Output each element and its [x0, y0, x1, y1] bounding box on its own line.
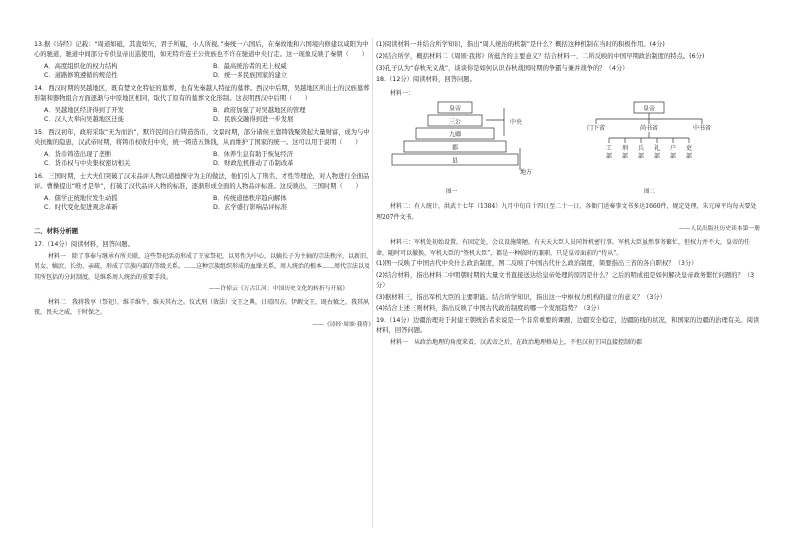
question-17-sub-3: (3)孔子认为“春秋无义战”，谈谈你是如何认识春秋战国时期的争霸与兼并战争的？（4分）	[376, 64, 629, 72]
fig2-ministry-6-suffix: 部	[685, 153, 693, 161]
fig2-ministry-4: 礼	[653, 145, 661, 153]
fig2-ministry-2: 刑	[621, 145, 629, 153]
question-17-material-1-source: ——许倬云《万古江河：中国历史文化的转折与开展》	[208, 286, 348, 292]
left-column	[34, 40, 374, 334]
question-13	[34, 40, 374, 81]
fig1-label-row5: 县	[451, 157, 459, 165]
question-18-material-2-source: ——人民出版社历史读本第一册	[678, 226, 760, 233]
question-19-stem: 19.（14分）边疆治理对于封建王朝统治者来说是一个非常重要的课题，边疆安全稳定，边疆防线的状况，和国家的边疆的治理有关。阅读材料，回答问题。	[376, 317, 760, 334]
question-18-sub-3: (3)据材料三，指出军机大臣的主要职能。结合所学知识，指出这一中枢权力机构的建立的意义？（3分）	[376, 293, 666, 301]
fig2-ministry-2-suffix: 部	[621, 153, 629, 161]
question-15-option-c: C．货币权与中央集权密切相关	[44, 160, 131, 168]
question-16-option-c: C．时代变化促进观念革新	[44, 204, 118, 212]
question-17-material-2: 材料二 我将我享（祭祀），维羊维牛，维天其右之。仪式刑（效法）文王之典，日靖四方。伊嘏文王，既右飨之。我其夙夜，畏天之威，于时保之。	[34, 298, 370, 317]
question-16-options	[34, 194, 374, 214]
fig1-label-central: 中央	[509, 119, 523, 127]
question-14-option-b: B．政府加强了对吴越地区的管理	[213, 106, 306, 114]
question-13-options	[34, 62, 374, 82]
right-column	[376, 40, 760, 348]
question-17-material-2-source: ——《诗经·周颂·我将》	[312, 321, 374, 328]
figure-2-caption: 图二	[644, 189, 656, 196]
fig2-label-dept-1: 门下省	[586, 125, 606, 133]
fig2-ministry-4-suffix: 部	[653, 153, 661, 161]
question-16	[34, 172, 374, 213]
question-15-option-a: A．货币铸造出现了垄断	[44, 150, 112, 158]
question-13-option-b: B．最高统治者的无上权威	[213, 62, 287, 70]
question-13-option-d: D．统一多民族国家的建立	[213, 72, 288, 80]
question-17-stem: 17.（14分）阅读材料，回答问题。	[34, 240, 134, 248]
fig2-ministry-3: 兵	[637, 145, 645, 153]
question-15-option-b: B．休养生息有助于恢复经济	[213, 150, 293, 158]
question-18-material-2: 材料二：有人统计，洪武十七年（1384）九月中旬自十四日至二十一日，各衙门送奏事文书多达1660件，规定处理，朱元璋平均每天要处理207件文书。	[376, 203, 757, 221]
fig1-label-row2: 三公	[448, 118, 462, 126]
question-18-material-3: 材料三：军机处初始设置，有固定处，会议设施简陋，有天天大臣人员同旨机密行事。军机大臣虽然事务繁忙，但权力并不大，皇帝的任命，随时可以撤换，军机大臣的“签机大臣”，都是一种临时的兼职。只是皇帝面前的“侍从”。	[376, 239, 751, 257]
fig1-label-emperor: 皇帝	[448, 105, 462, 113]
fig1-label-row3: 九卿	[448, 131, 462, 139]
question-18-material-1-label: 材料一：	[390, 90, 415, 97]
question-13-stem: 13.据《诗经》记载：“周道如砥，其直如矢，君子所履，小人所视。”秦统一六国后，在秦故地和六国境内修建以咸阳为中心的驰道，驰道中间部分专供皇帝出巡使用，如无特许连王公贵族也不许在驰道中央行走。这一现象反映了秦朝（ ）	[34, 41, 369, 58]
question-17-material-1: 材料一 除了事奉与继承有所关联，这些祭祀活动形成了王家祭祀，以男性为中心，以嫡长子为主轴的宗法秩序，以新旧、男女、嫡庶、长幼、亲疏，形成了宗族内部的等级关系。……这种宗族组织形成的血缘关系，周人统治的根本……周代宗法以及其所包括的分封制度，是维系周人统治的重要手段。	[34, 252, 373, 281]
question-16-stem: 16．三国时期，士大夫们突破了汉末品评人物以道德操守为主的做法，他们引入了刑名、才性等理论，对人物进行全面品评。曹操提出“唯才是举”，打破了汉代品评人物的标准，逐渐形成全面的人物品评标准。这反映出，三国时期（ ）	[34, 173, 370, 190]
question-15-option-d: D．财政危机推动了币制改革	[213, 160, 294, 168]
question-16-option-a: A．儒学正统地位发生动摇	[44, 194, 118, 202]
fig2-ministry-1: 工	[605, 145, 613, 153]
question-18-sub-1: (1)图一反映了中国古代中央什么政治制度，图二反映了中国古代什么政治制度，简要指出三省的各自职权？（3分）	[376, 260, 698, 268]
question-14-options	[34, 106, 374, 126]
fig2-label-dept-3: 中书省	[692, 125, 712, 133]
question-14-option-c: C．汉人大举向吴越地区迁徙	[44, 116, 124, 124]
question-17	[34, 240, 374, 330]
question-15-options	[34, 150, 374, 170]
question-18-sub-4: (4)结合上述三则材料，指出反映了中国古代政治制度的哪一个发展趋势？（3分）	[376, 305, 604, 313]
figure-2-diagram	[572, 100, 732, 186]
fig2-ministry-5: 户	[669, 145, 677, 153]
question-13-option-c: C．道路修筑遵循的规范性	[44, 72, 118, 80]
fig2-ministry-1-suffix: 部	[605, 153, 613, 161]
question-17-sub-2: (2)结合所学，概括材料二《周颂·我将》所蕴含的主要意义？结合材料一、二所反映的中国早期政治制度的特点。(6分)	[376, 52, 705, 60]
question-14-option-d: D．民族交融得到进一步发展	[213, 116, 294, 124]
fig2-label-emperor: 皇帝	[642, 105, 656, 113]
section-heading-material-analysis: 二、材料分析题	[34, 228, 79, 235]
question-13-option-a: A．高度组织化的权力结构	[44, 62, 118, 70]
question-14	[34, 84, 374, 125]
fig2-label-dept-2: 尚书省	[639, 125, 659, 133]
question-18-figures	[376, 100, 760, 198]
question-17-sub-1: (1)阅读材料一并结合所学知识，指出“周人统治的机制”是什么？概括这种机制在当时的积极作用。(4分)	[376, 41, 665, 48]
question-14-stem: 14．西汉时期的吴越地区，既有楚文化特征的墓葬，也有先秦越人特征的墓葬。西汉中后期，吴越地区所出土的汉族墓葬形制和器物组合方面逐渐与中原地区相同，取代了原有的墓葬文化形制。这表明西汉中后期（ ）	[34, 85, 370, 102]
question-18-sub-2: (2)结合材料，指出材料二中明朝时期的大量文书直接送达给皇帝处理的原因是什么？之后的明成祖是如何解决皇帝政务繁忙问题的？（3分）	[376, 272, 755, 289]
question-18-stem: 18.（12分）阅读材料，回答问题。	[376, 76, 476, 84]
fig2-ministry-5-suffix: 部	[669, 153, 677, 161]
figure-1-caption: 图一	[446, 189, 458, 196]
question-15-stem: 15．西汉初年，政府采取“无为而治”，默许民间自行铸造货币，文景时期，部分诸侯王靠铸钱聚敛起大量财富，成为与中央抗衡的隐患，汉武帝时期，将铸币权收归中央，统一铸造五铢钱，从而维护了国家的统一。这可以用于说明（ ）	[34, 129, 370, 146]
figure-1-diagram	[386, 100, 536, 186]
fig2-ministry-3-suffix: 部	[637, 153, 645, 161]
question-19-material-1: 材料一 从政治地理的角度来看，汉武帝之后，在政治地理格局上，不但汉初王国直接控制的郡	[390, 338, 643, 346]
fig1-label-row4: 郡	[451, 144, 459, 152]
fig2-ministry-6: 吏	[685, 145, 693, 153]
question-14-option-a: A．吴越地区经济得到了开发	[44, 106, 124, 114]
question-16-option-d: D．玄学盛行影响品评标准	[213, 204, 288, 212]
question-15	[34, 128, 374, 169]
fig1-label-local: 地方	[519, 169, 533, 177]
question-16-option-b: B．传统道德秩序趋向解体	[213, 194, 287, 202]
